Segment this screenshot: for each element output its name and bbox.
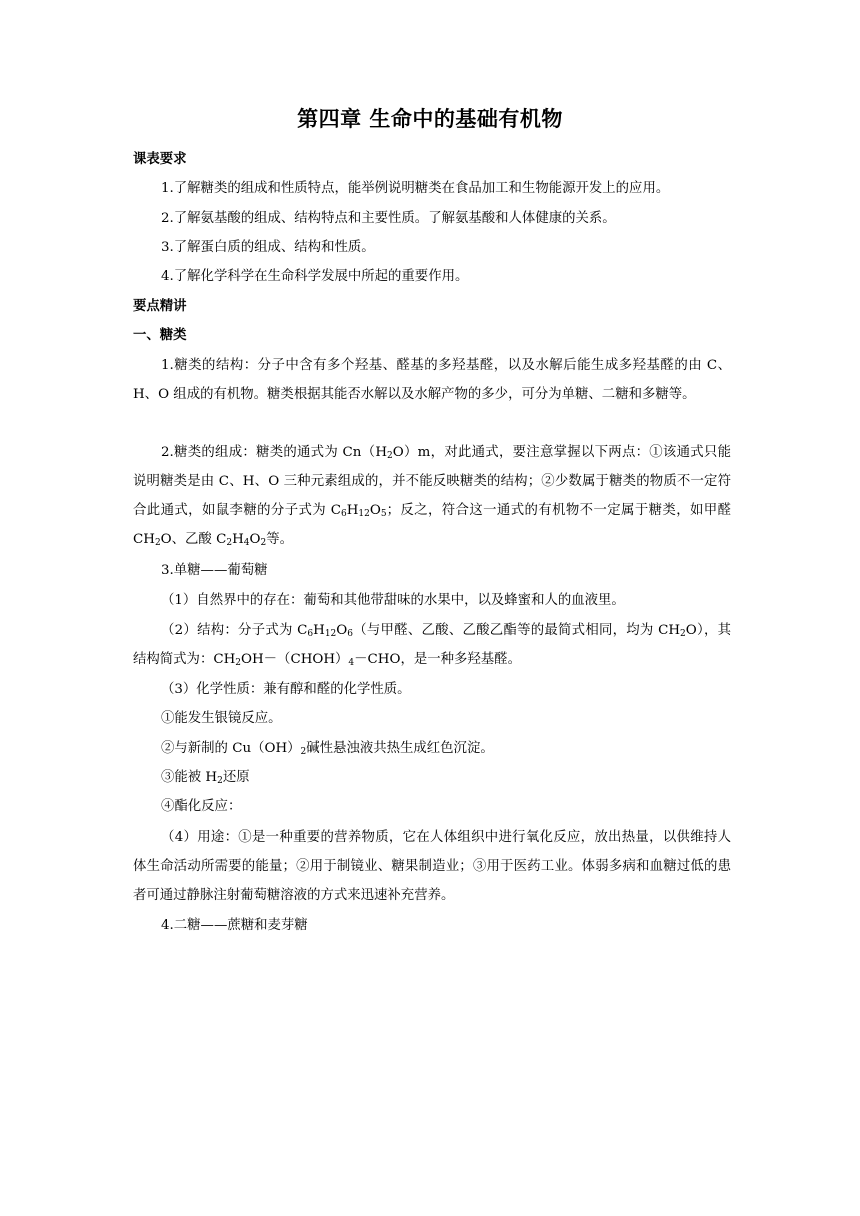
- property-item: ④酯化反应：: [161, 799, 242, 814]
- paragraph-glucose-uses: （4）用途：①是一种重要的营养物质，它在人体组织中进行氧化反应，放出热量，以供维持人体生命活动所需要的能量；②用于制镜业、糖果制造业；③用于医药工业。体弱多病和血糖过低的患者可通过静脉注射葡萄糖溶液的方式来迅速补充营养。: [133, 830, 731, 903]
- property-item: ①能发生银镜反应。: [161, 711, 282, 726]
- requirement-item: 4.了解化学科学在生命科学发展中所起的重要作用。: [161, 269, 469, 284]
- paragraph-sugar-composition: 2.糖类的组成：糖类的通式为 $Cn(H_2O)m$，对此通式，要注意掌握以下两点：①该通式只能说明糖类是由 C、H、O 三种元素组成的，并不能反映糖类的结构；②少数属于糖类的物质不一定符合此通式，如鼠李糖的分子式为 $C_6H_{12}O_5$；反之，符合这一通式的有机物不一定属于糖类，如甲醛 $CH_2O$、乙酸 $C_2H_4O_2$等。: [133, 445, 731, 548]
- requirement-item: 2.了解氨基酸的组成、结构特点和主要性质。了解氨基酸和人体健康的关系。: [161, 211, 616, 226]
- section-heading-sugars: 一、糖类: [133, 328, 187, 343]
- paragraph-sugar-structure: 1.糖类的结构：分子中含有多个羟基、醛基的多羟基醛，以及水解后能生成多羟基醛的由 C、H、O 组成的有机物。糖类根据其能否水解以及水解产物的多少，可分为单糖、二糖和多糖等。: [133, 358, 731, 402]
- subheading-glucose: 3.单糖——葡萄糖: [161, 563, 268, 578]
- glucose-chemical-properties: （3）化学性质：兼有醇和醛的化学性质。: [161, 682, 411, 697]
- property-item: ③能被 $H_2$还原: [161, 770, 250, 786]
- property-item: ②与新制的 $Cu(OH)_2$碱性悬浊液共热生成红色沉淀。: [161, 741, 494, 757]
- paragraph-glucose-structure: （2）结构：分子式为 $C_6H_{12}O_6$（与甲醛、乙酸、乙酸乙酯等的最简式相同，均为 $CH_2O$），其结构简式为：$CH_2OH-(CHOH)_4-CHO$，是一种多羟基醛。: [133, 623, 731, 668]
- requirement-item: 3.了解蛋白质的组成、结构和性质。: [161, 240, 375, 255]
- glucose-occurrence: （1）自然界中的存在：葡萄和其他带甜味的水果中，以及蜂蜜和人的血液里。: [161, 593, 625, 608]
- requirement-item: 1.了解糖类的组成和性质特点，能举例说明糖类在食品加工和生物能源开发上的应用。: [161, 181, 670, 196]
- chapter-title: 第四章 生命中的基础有机物: [297, 107, 563, 131]
- subheading-disaccharides: 4.二糖——蔗糖和麦芽糖: [161, 918, 308, 933]
- section-heading-key-points: 要点精讲: [133, 299, 187, 314]
- section-heading-requirements: 课表要求: [133, 152, 187, 167]
